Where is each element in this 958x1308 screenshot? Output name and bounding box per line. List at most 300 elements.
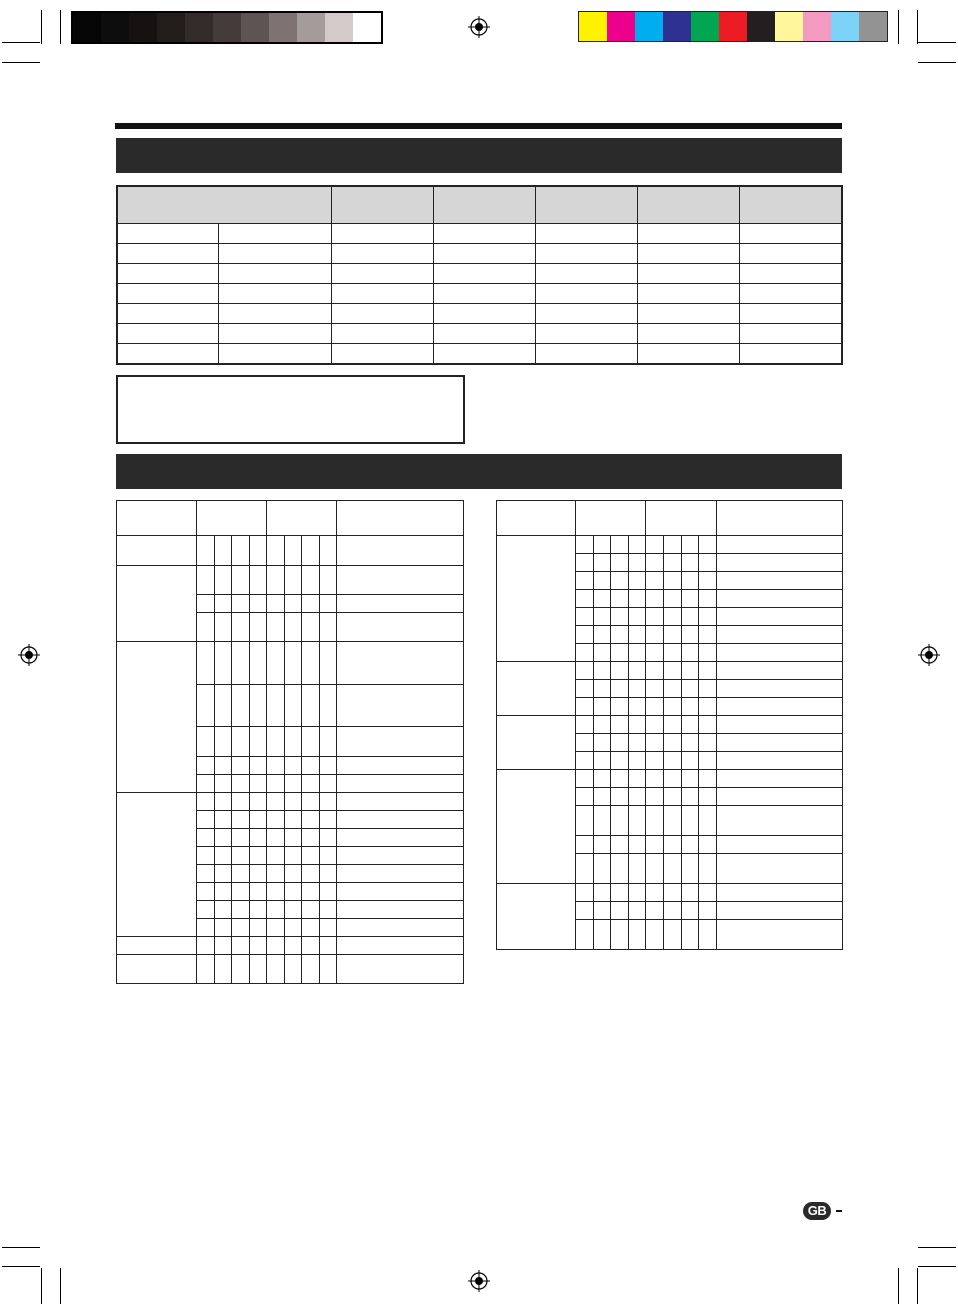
color-swatch: [859, 12, 887, 41]
spec-cell: [433, 344, 535, 365]
grid-cell: [284, 901, 302, 919]
grid-cell: [628, 590, 646, 608]
signal-table-right: [496, 500, 843, 950]
grid-cell: [232, 955, 250, 984]
grid-cell: [681, 770, 699, 788]
grid-cell: [593, 854, 611, 884]
grid-cell: [302, 685, 320, 727]
spec-cell: [331, 224, 433, 244]
grid-cell: [716, 536, 842, 554]
grid-cell: [628, 536, 646, 554]
grid-cell: [699, 836, 717, 854]
grid-cell: [249, 811, 267, 829]
grid-cell: [699, 626, 717, 644]
spec-cell: [740, 344, 842, 365]
grid-cell: [267, 955, 285, 984]
grid-cell: [302, 955, 320, 984]
grid-cell: [319, 775, 337, 793]
grid-cell: [337, 566, 464, 595]
grid-cell: [593, 836, 611, 854]
grid-cell: [646, 680, 664, 698]
grid-cell: [267, 811, 285, 829]
grid-cell: [319, 642, 337, 685]
grid-cell: [232, 642, 250, 685]
spec-table: [116, 185, 843, 365]
grid-cell: [593, 662, 611, 680]
grid-cell: [197, 883, 215, 901]
grid-cell: [699, 608, 717, 626]
spec-cell: [331, 304, 433, 324]
spec-cell: [536, 324, 638, 344]
grid-cell: [663, 572, 681, 590]
grid-cell: [232, 901, 250, 919]
grid-cell: [716, 734, 842, 752]
grid-cell: [646, 572, 664, 590]
grid-cell: [611, 662, 629, 680]
grid-cell: [699, 572, 717, 590]
grid-cell: [576, 788, 594, 806]
grid-cell: [681, 884, 699, 902]
grid-cell: [716, 752, 842, 770]
section-heading-band: [116, 138, 842, 173]
grid-cell: [716, 806, 842, 836]
spec-cell: [433, 304, 535, 324]
spec-cell: [218, 344, 331, 365]
grid-cell: [628, 902, 646, 920]
grid-cell: [716, 680, 842, 698]
grid-cell: [593, 680, 611, 698]
grid-cell: [699, 734, 717, 752]
table-row: [117, 937, 464, 955]
grid-cell: [337, 642, 464, 685]
crop-mark: [41, 1268, 42, 1304]
grid-cell: [576, 716, 594, 734]
spec-cell: [536, 264, 638, 284]
grid-group-cell: [117, 642, 197, 793]
grid-cell: [214, 757, 232, 775]
process-color-bar: [578, 11, 888, 42]
grid-cell: [576, 554, 594, 572]
grid-cell: [267, 613, 285, 642]
grid-cell: [302, 919, 320, 937]
spec-cell: [536, 344, 638, 365]
grid-cell: [214, 829, 232, 847]
grid-cell: [681, 836, 699, 854]
spec-cell: [433, 284, 535, 304]
section-heading-band: [116, 454, 842, 489]
spec-cell: [638, 344, 740, 365]
grid-cell: [214, 901, 232, 919]
spec-header-cell: [433, 186, 535, 224]
grid-cell: [663, 716, 681, 734]
table-row: [117, 642, 464, 685]
grid-cell: [302, 883, 320, 901]
spec-cell: [218, 324, 331, 344]
grid-cell: [628, 608, 646, 626]
grid-cell: [576, 536, 594, 554]
grid-cell: [337, 727, 464, 757]
grid-cell: [232, 847, 250, 865]
grid-cell: [611, 608, 629, 626]
grid-cell: [646, 854, 664, 884]
grid-cell: [593, 698, 611, 716]
grid-cell: [284, 847, 302, 865]
grid-cell: [716, 770, 842, 788]
grid-cell: [681, 572, 699, 590]
grid-cell: [232, 865, 250, 883]
spec-cell: [638, 324, 740, 344]
spec-cell: [433, 244, 535, 264]
grid-cell: [197, 757, 215, 775]
grid-cell: [267, 847, 285, 865]
grid-cell: [267, 883, 285, 901]
grid-group-cell: [497, 716, 576, 770]
color-swatch: [803, 12, 831, 41]
grid-cell: [319, 829, 337, 847]
crop-mark: [41, 10, 42, 44]
grid-cell: [319, 685, 337, 727]
crop-mark: [898, 1268, 899, 1304]
grid-cell: [267, 757, 285, 775]
spec-cell: [218, 284, 331, 304]
grid-cell: [628, 854, 646, 884]
grid-cell: [593, 572, 611, 590]
grid-cell: [319, 613, 337, 642]
grid-cell: [232, 566, 250, 595]
grid-cell: [576, 752, 594, 770]
grid-cell: [249, 727, 267, 757]
grid-cell: [628, 734, 646, 752]
grid-cell: [302, 793, 320, 811]
color-swatch: [129, 13, 157, 42]
grayscale-color-bar: [71, 11, 383, 44]
grid-cell: [628, 572, 646, 590]
grid-cell: [699, 902, 717, 920]
spec-header-cell: [331, 186, 433, 224]
spec-cell: [740, 264, 842, 284]
grid-cell: [232, 811, 250, 829]
grid-cell: [302, 566, 320, 595]
grid-cell: [663, 608, 681, 626]
grid-cell: [611, 626, 629, 644]
grid-cell: [628, 644, 646, 662]
grid-cell: [232, 793, 250, 811]
grid-cell: [681, 554, 699, 572]
spec-cell: [117, 324, 218, 344]
grid-cell: [663, 698, 681, 716]
grid-cell: [302, 847, 320, 865]
grid-cell: [663, 806, 681, 836]
grid-cell: [699, 752, 717, 770]
grid-cell: [681, 626, 699, 644]
grid-cell: [611, 536, 629, 554]
grid-cell: [646, 608, 664, 626]
grid-cell: [197, 829, 215, 847]
grid-cell: [593, 734, 611, 752]
grid-cell: [611, 590, 629, 608]
grid-cell: [663, 644, 681, 662]
grid-cell: [663, 920, 681, 950]
grid-cell: [337, 775, 464, 793]
grid-cell: [628, 920, 646, 950]
crop-mark: [918, 62, 956, 63]
grid-cell: [576, 854, 594, 884]
grid-cell: [593, 590, 611, 608]
grid-cell: [319, 937, 337, 955]
spec-cell: [740, 324, 842, 344]
spec-cell: [433, 324, 535, 344]
grid-cell: [646, 626, 664, 644]
grid-cell: [214, 919, 232, 937]
grid-cell: [337, 847, 464, 865]
color-swatch: [269, 13, 297, 42]
grid-cell: [628, 770, 646, 788]
grid-cell: [646, 716, 664, 734]
grid-cell: [611, 854, 629, 884]
crop-mark: [2, 1247, 40, 1248]
grid-cell: [232, 829, 250, 847]
grid-cell: [249, 757, 267, 775]
grid-cell: [214, 955, 232, 984]
grid-cell: [716, 854, 842, 884]
grid-cell: [284, 775, 302, 793]
grid-cell: [197, 685, 215, 727]
grid-cell: [681, 698, 699, 716]
grid-cell: [628, 662, 646, 680]
grid-cell: [197, 775, 215, 793]
spec-header-cell: [638, 186, 740, 224]
grid-cell: [197, 613, 215, 642]
grid-cell: [302, 811, 320, 829]
crop-mark: [2, 1266, 40, 1267]
grid-header-cell: [197, 501, 267, 536]
grid-cell: [249, 901, 267, 919]
grid-header-cell: [716, 501, 842, 536]
grid-cell: [646, 788, 664, 806]
grid-cell: [646, 536, 664, 554]
grid-cell: [576, 572, 594, 590]
grid-cell: [681, 716, 699, 734]
grid-cell: [302, 865, 320, 883]
spec-cell: [536, 244, 638, 264]
grid-cell: [611, 716, 629, 734]
grid-cell: [302, 642, 320, 685]
color-swatch: [297, 13, 325, 42]
spec-cell: [218, 224, 331, 244]
grid-cell: [267, 793, 285, 811]
grid-cell: [319, 566, 337, 595]
grid-cell: [611, 920, 629, 950]
grid-cell: [716, 554, 842, 572]
grid-cell: [681, 662, 699, 680]
grid-cell: [716, 902, 842, 920]
grid-cell: [319, 757, 337, 775]
grid-cell: [681, 536, 699, 554]
grid-cell: [197, 642, 215, 685]
spec-cell: [331, 244, 433, 264]
grid-cell: [249, 829, 267, 847]
grid-group-cell: [497, 770, 576, 884]
grid-cell: [249, 685, 267, 727]
grid-cell: [681, 752, 699, 770]
grid-cell: [337, 955, 464, 984]
grid-cell: [214, 685, 232, 727]
table-row: [117, 536, 464, 566]
grid-cell: [214, 536, 232, 566]
spec-cell: [638, 244, 740, 264]
grid-cell: [699, 698, 717, 716]
grid-cell: [337, 595, 464, 613]
grid-cell: [267, 642, 285, 685]
grid-cell: [699, 590, 717, 608]
page-number-dash: [836, 1210, 842, 1212]
grid-cell: [576, 662, 594, 680]
grid-header-cell: [576, 501, 646, 536]
grid-cell: [576, 734, 594, 752]
grid-cell: [681, 902, 699, 920]
grid-cell: [716, 626, 842, 644]
grid-cell: [267, 775, 285, 793]
grid-cell: [337, 757, 464, 775]
spec-header-cell: [117, 186, 331, 224]
spec-cell: [117, 224, 218, 244]
grid-cell: [267, 865, 285, 883]
grid-cell: [593, 902, 611, 920]
crop-mark: [2, 42, 40, 43]
spec-cell: [218, 304, 331, 324]
grid-cell: [646, 698, 664, 716]
spec-cell: [536, 224, 638, 244]
grid-cell: [249, 937, 267, 955]
grid-cell: [232, 883, 250, 901]
grid-cell: [663, 770, 681, 788]
grid-cell: [267, 595, 285, 613]
grid-cell: [576, 836, 594, 854]
spec-header-cell: [740, 186, 842, 224]
grid-cell: [249, 536, 267, 566]
grid-cell: [699, 644, 717, 662]
grid-cell: [593, 608, 611, 626]
grid-cell: [611, 698, 629, 716]
grid-cell: [628, 554, 646, 572]
grid-cell: [267, 919, 285, 937]
table-row: [497, 536, 843, 554]
grid-cell: [699, 716, 717, 734]
grid-cell: [232, 757, 250, 775]
grid-cell: [646, 734, 664, 752]
note-box: [116, 375, 465, 444]
grid-cell: [302, 757, 320, 775]
grid-cell: [337, 865, 464, 883]
grid-cell: [249, 613, 267, 642]
grid-cell: [302, 901, 320, 919]
table-row: [497, 770, 843, 788]
grid-header-cell: [337, 501, 464, 536]
grid-cell: [284, 685, 302, 727]
crop-mark: [917, 1268, 918, 1304]
grid-cell: [337, 901, 464, 919]
grid-cell: [716, 644, 842, 662]
grid-cell: [284, 865, 302, 883]
grid-cell: [716, 788, 842, 806]
grid-cell: [628, 806, 646, 836]
color-swatch: [663, 12, 691, 41]
spec-cell: [331, 264, 433, 284]
color-swatch: [325, 13, 353, 42]
color-swatch: [73, 13, 101, 42]
grid-cell: [284, 883, 302, 901]
grid-cell: [197, 727, 215, 757]
spec-cell: [117, 304, 218, 324]
grid-cell: [628, 788, 646, 806]
crop-mark: [918, 1266, 956, 1267]
grid-cell: [611, 788, 629, 806]
grid-cell: [699, 788, 717, 806]
spec-cell: [117, 264, 218, 284]
grid-cell: [576, 608, 594, 626]
grid-cell: [611, 806, 629, 836]
grid-cell: [214, 937, 232, 955]
grid-cell: [699, 770, 717, 788]
grid-cell: [249, 775, 267, 793]
grid-header-cell: [267, 501, 337, 536]
table-row: [117, 244, 842, 264]
grid-cell: [663, 752, 681, 770]
crop-mark: [898, 10, 899, 44]
grid-cell: [197, 811, 215, 829]
spec-cell: [331, 284, 433, 304]
grid-cell: [337, 937, 464, 955]
table-row: [497, 884, 843, 902]
top-rule: [115, 123, 842, 129]
grid-cell: [284, 642, 302, 685]
spec-cell: [740, 304, 842, 324]
grid-cell: [284, 757, 302, 775]
grid-cell: [646, 662, 664, 680]
grid-cell: [284, 727, 302, 757]
color-swatch: [185, 13, 213, 42]
grid-cell: [646, 644, 664, 662]
spec-cell: [740, 284, 842, 304]
color-swatch: [241, 13, 269, 42]
grid-cell: [663, 554, 681, 572]
spec-cell: [331, 324, 433, 344]
grid-cell: [284, 937, 302, 955]
grid-cell: [611, 902, 629, 920]
grid-cell: [699, 662, 717, 680]
table-row: [117, 284, 842, 304]
registration-target-icon: [468, 1270, 490, 1292]
grid-cell: [593, 770, 611, 788]
language-badge: GB: [803, 1202, 831, 1220]
grid-cell: [319, 793, 337, 811]
grid-cell: [663, 884, 681, 902]
color-swatch: [579, 12, 607, 41]
grid-cell: [681, 590, 699, 608]
grid-cell: [593, 806, 611, 836]
grid-cell: [611, 770, 629, 788]
grid-cell: [267, 727, 285, 757]
grid-cell: [576, 644, 594, 662]
grid-cell: [593, 788, 611, 806]
table-row: [117, 344, 842, 365]
grid-cell: [681, 920, 699, 950]
grid-cell: [628, 884, 646, 902]
grid-cell: [249, 566, 267, 595]
spec-cell: [433, 264, 535, 284]
grid-cell: [576, 806, 594, 836]
grid-cell: [214, 793, 232, 811]
